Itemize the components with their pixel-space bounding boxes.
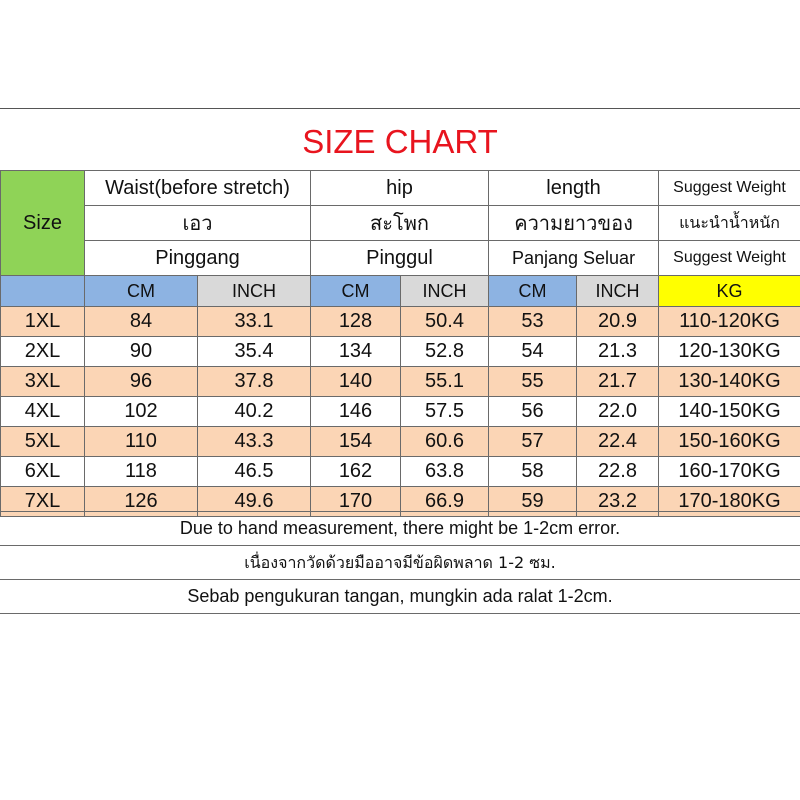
waist-cm-cell: 84: [85, 307, 198, 337]
table-row: [1, 427, 800, 457]
hip-cm-cell: 128: [311, 307, 401, 337]
weight-cell: 140-150KG: [659, 397, 800, 427]
hip-header-ms: Pinggul: [311, 241, 489, 276]
size-column-header: Size: [1, 171, 85, 276]
length-inch-unit: INCH: [577, 276, 659, 307]
weight-cell: 130-140KG: [659, 367, 800, 397]
weight-cell: 120-130KG: [659, 337, 800, 367]
header-row-ms: [1, 241, 800, 276]
waist-header-en: Waist(before stretch): [85, 171, 311, 206]
length-cm-cell: 57: [489, 427, 577, 457]
note-th: เนื่องจากวัดด้วยมืออาจมีข้อผิดพลาด 1-2 ซม.: [0, 545, 800, 580]
waist-inch-cell: 33.1: [198, 307, 311, 337]
size-cell: 5XL: [1, 427, 85, 457]
waist-header-th: เอว: [85, 206, 311, 241]
waist-inch-cell: 49.6: [198, 487, 311, 517]
weight-cell: 160-170KG: [659, 457, 800, 487]
weight-cell: 110-120KG: [659, 307, 800, 337]
waist-cm-cell: 126: [85, 487, 198, 517]
hip-cm-cell: 140: [311, 367, 401, 397]
header-row-en: [1, 171, 800, 206]
hip-header-th: สะโพก: [311, 206, 489, 241]
waist-cm-cell: 110: [85, 427, 198, 457]
hip-inch-cell: 60.6: [401, 427, 489, 457]
hip-cm-cell: 154: [311, 427, 401, 457]
waist-inch-cell: 40.2: [198, 397, 311, 427]
waist-cm-cell: 90: [85, 337, 198, 367]
length-inch-cell: 20.9: [577, 307, 659, 337]
table-row: [1, 337, 800, 367]
hip-cm-cell: 162: [311, 457, 401, 487]
size-cell: 1XL: [1, 307, 85, 337]
hip-inch-cell: 63.8: [401, 457, 489, 487]
length-cm-cell: 56: [489, 397, 577, 427]
hip-cm-unit: CM: [311, 276, 401, 307]
length-inch-cell: 21.7: [577, 367, 659, 397]
waist-inch-cell: 35.4: [198, 337, 311, 367]
hip-inch-cell: 57.5: [401, 397, 489, 427]
waist-cm-cell: 118: [85, 457, 198, 487]
note-ms: Sebab pengukuran tangan, mungkin ada ralat 1-2cm.: [0, 579, 800, 614]
length-header-th: ความยาวของ: [489, 206, 659, 241]
length-inch-cell: 22.0: [577, 397, 659, 427]
waist-header-ms: Pinggang: [85, 241, 311, 276]
weight-header-en: Suggest Weight: [659, 171, 800, 206]
weight-header-th: แนะนำน้ำหนัก: [659, 206, 800, 241]
unit-spacer: [1, 276, 85, 307]
length-header-ms: Panjang Seluar: [489, 241, 659, 276]
hip-inch-cell: 52.8: [401, 337, 489, 367]
note-en: Due to hand measurement, there might be 1-2cm error.: [0, 511, 800, 546]
header-row-th: [1, 206, 800, 241]
weight-cell: 170-180KG: [659, 487, 800, 517]
size-cell: 3XL: [1, 367, 85, 397]
waist-inch-cell: 46.5: [198, 457, 311, 487]
waist-inch-cell: 37.8: [198, 367, 311, 397]
hip-inch-cell: 55.1: [401, 367, 489, 397]
length-header-en: length: [489, 171, 659, 206]
size-cell: 2XL: [1, 337, 85, 367]
waist-cm-cell: 102: [85, 397, 198, 427]
measurement-notes: [0, 512, 800, 614]
size-cell: 6XL: [1, 457, 85, 487]
table-row: [1, 397, 800, 427]
table-row: [1, 307, 800, 337]
page-title: SIZE CHART: [302, 123, 498, 160]
waist-inch-unit: INCH: [198, 276, 311, 307]
length-cm-cell: 59: [489, 487, 577, 517]
size-rows: [1, 307, 800, 517]
size-chart-table: [0, 170, 800, 517]
size-cell: 7XL: [1, 487, 85, 517]
length-cm-cell: 58: [489, 457, 577, 487]
hip-cm-cell: 170: [311, 487, 401, 517]
length-inch-cell: 22.8: [577, 457, 659, 487]
hip-cm-cell: 146: [311, 397, 401, 427]
size-cell: 4XL: [1, 397, 85, 427]
length-cm-cell: 55: [489, 367, 577, 397]
waist-inch-cell: 43.3: [198, 427, 311, 457]
hip-header-en: hip: [311, 171, 489, 206]
length-cm-cell: 54: [489, 337, 577, 367]
table-row: [1, 457, 800, 487]
hip-cm-cell: 134: [311, 337, 401, 367]
hip-inch-cell: 50.4: [401, 307, 489, 337]
hip-inch-unit: INCH: [401, 276, 489, 307]
weight-kg-unit: KG: [659, 276, 800, 307]
length-cm-cell: 53: [489, 307, 577, 337]
length-cm-unit: CM: [489, 276, 577, 307]
length-inch-cell: 23.2: [577, 487, 659, 517]
weight-header-ms: Suggest Weight: [659, 241, 800, 276]
waist-cm-cell: 96: [85, 367, 198, 397]
length-inch-cell: 22.4: [577, 427, 659, 457]
waist-cm-unit: CM: [85, 276, 198, 307]
hip-inch-cell: 66.9: [401, 487, 489, 517]
unit-row: [1, 276, 800, 307]
weight-cell: 150-160KG: [659, 427, 800, 457]
table-row: [1, 367, 800, 397]
length-inch-cell: 21.3: [577, 337, 659, 367]
top-rule: [0, 108, 800, 109]
